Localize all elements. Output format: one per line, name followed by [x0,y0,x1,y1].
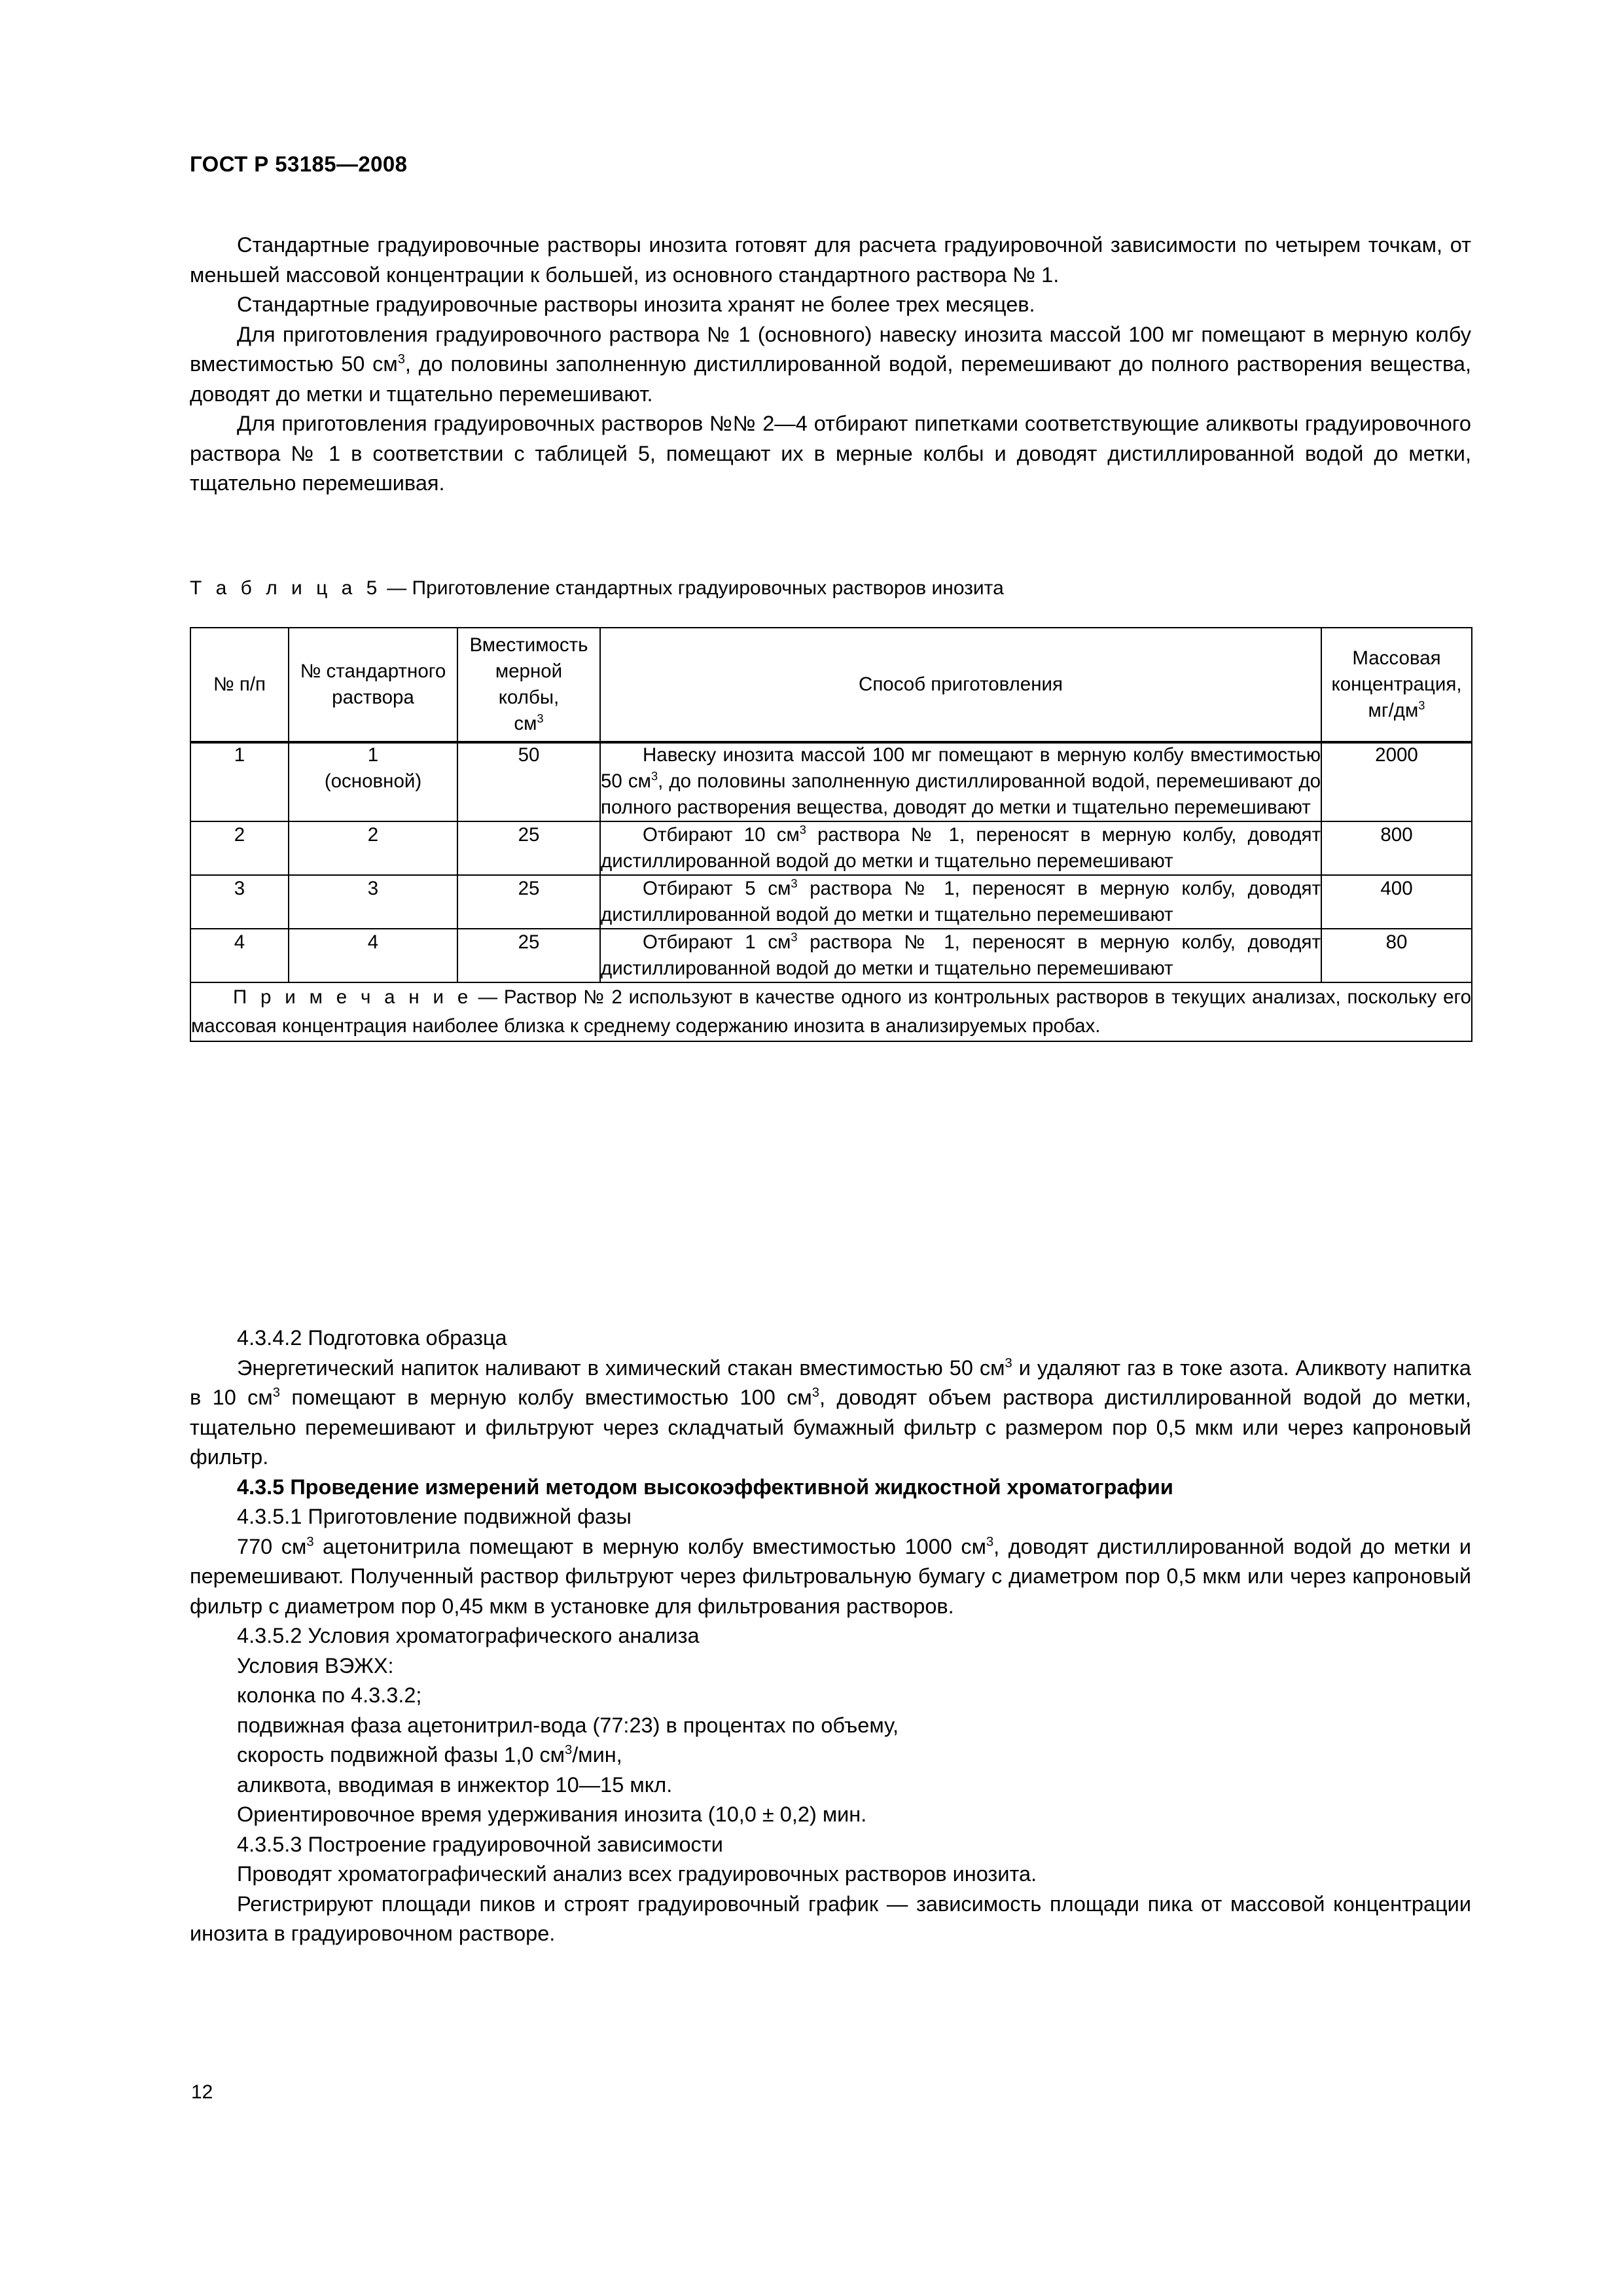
heading-4-3-4-2: 4.3.4.2 Подготовка образца [237,1326,507,1350]
col3-line3: см [514,713,537,734]
table-row [190,742,1472,821]
col3-line2: мерной колбы, [495,660,563,708]
s4342-sup-2: 3 [272,1386,280,1401]
table-note [190,982,1472,1041]
method-text-b: раствора № 1, переносят в мерную колбу, доводят дистиллированной водой до метки и тщательно перемешивают [601,878,1321,925]
table-note-row [190,982,1472,1041]
col2-line1: № стандартного [300,660,446,682]
heading-4-3-5-1: 4.3.5.1 Приготовление подвижной фазы [237,1505,632,1528]
method-text-a: Отбирают 10 см [643,824,800,846]
note-label: П р и м е ч а н и е [233,986,472,1008]
col-header-mass-concentration [1321,628,1472,742]
s4342-sup-1: 3 [1005,1355,1012,1371]
cell-flask-capacity: 50 [457,742,600,821]
table-row [190,929,1472,982]
condition-flow-rate [190,1740,1471,1770]
cell-mass-concentration: 400 [1321,875,1472,929]
heading-4-3-5-3: 4.3.5.3 Построение градуировочной зависимости [237,1832,723,1856]
col5-line3: мг/дм [1368,700,1419,721]
table-caption [190,576,1004,601]
method-text-b: раствора № 1, переносят в мерную колбу, доводят дистиллированной водой до метки и тщательно перемешивают [601,824,1321,872]
cell-preparation-method [600,821,1321,875]
flow-rate-text-b: /мин, [572,1743,622,1767]
cell-standard-number-value: 4 [367,931,379,953]
col-header-preparation-method: Способ приготовления [600,628,1321,742]
prep1-superscript: 3 [397,352,405,367]
col-header-flask-capacity [457,628,600,742]
method-text-a: Навеску инозита массой 100 мг помещают в мерную колбу вместимостью 50 см [601,744,1321,792]
cell-flask-capacity: 25 [457,821,600,875]
cell-mass-concentration: 2000 [1321,742,1472,821]
cell-standard-number-value: 2 [367,824,379,846]
cell-mass-concentration: 800 [1321,821,1472,875]
note-text: Раствор № 2 используют в качестве одного из контрольных растворов в текущих анализах, поскольку его массовая концентрация наиболее близка к среднему содержанию инозита в анализируемых пробах. [191,986,1471,1037]
cell-preparation-method [600,742,1321,821]
col5-superscript: 3 [1418,698,1425,713]
cell-standard-number-value: 1 [367,744,379,766]
col-header-index: № п/п [190,628,289,742]
cell-standard-number [289,821,457,875]
lower-text-column [190,1323,1471,1949]
s4351-text-2: ацетонитрила помещают в мерную колбу вместимостью 1000 см [313,1534,986,1558]
running-head-standard-number: ГОСТ Р 53185—2008 [190,152,408,176]
flow-rate-text-a: скорость подвижной фазы 1,0 см [237,1743,565,1767]
condition-mobile-phase: подвижная фаза ацетонитрил-вода (77:23) в процентах по объему, [237,1713,899,1737]
s4342-text-3: помещают в мерную колбу вместимостью 100 см [279,1386,812,1409]
cell-standard-number-value: 3 [367,878,379,899]
col5-line1: Массовая [1352,647,1441,669]
table-caption-title: Приготовление стандартных градуировочных растворов инозита [412,577,1004,599]
paragraph-4-3-4-2-body [190,1354,1471,1473]
s4342-text-1: Энергетический напиток наливают в химический стакан вместимостью 50 см [237,1355,1005,1380]
conditions-intro: Условия ВЭЖХ: [237,1653,394,1677]
s4351-sup-2: 3 [986,1534,994,1549]
table-5-wrapper [190,627,1471,1042]
upper-text-column [190,230,1471,499]
paragraph-chromatographic-analysis: Проводят хроматографический анализ всех градуировочных растворов инозита. [237,1862,1037,1886]
method-superscript: 3 [791,876,798,891]
cell-standard-number [289,742,457,821]
condition-retention-time: Ориентировочное время удерживания инозита (10,0 ± 0,2) мин. [237,1803,867,1826]
col5-line2: концентрация, [1331,673,1462,695]
s4342-sup-3: 3 [812,1386,819,1401]
s4342-text-4: , доводят объем раствора дистиллированной водой до метки, тщательно перемешивают и фильтруют через складчатый бумажный фильтр с размером пор 0,5 мкм или через капроновый фильтр. [190,1386,1471,1469]
cell-flask-capacity: 25 [457,875,600,929]
col3-line1: Вместимость [469,634,588,656]
s4351-sup-1: 3 [306,1534,314,1549]
cell-index: 2 [190,821,289,875]
cell-standard-number-qualifier: (основной) [324,770,422,792]
table-row [190,875,1472,929]
flow-rate-superscript: 3 [565,1743,573,1758]
method-text-a: Отбирают 1 см [643,931,791,953]
condition-injection-aliquot: аликвота, вводимая в инжектор 10—15 мкл. [237,1772,673,1797]
condition-column: колонка по 4.3.3.2; [237,1683,422,1707]
paragraph-prepare-solutions-2-4: Для приготовления градуировочных растворов №№ 2—4 отбирают пипетками соответствующие аликвоты градуировочного раствора № 1 в соответствии с таблицей 5, помещают их в мерные колбы и доводят дистиллированной водой до метки, тщательно перемешивая. [190,412,1471,495]
paragraph-storage-period: Стандартные градуировочные растворы инозита хранят не более трех месяцев. [237,293,1035,316]
paragraph-prepare-solution-1 [190,320,1471,410]
cell-standard-number [289,929,457,982]
s4351-text-3: , доводят дистиллированной водой до метки и перемешивают. Полученный раствор фильтруют через фильтровальную бумагу с диаметром пор 0,5 мкм или через капроновый фильтр с диаметром пор 0,45 мкм в установке для фильтрования растворов. [190,1534,1471,1618]
table-caption-label: Т а б л и ц а 5 [190,577,382,599]
method-text-a: Отбирают 5 см [643,878,791,899]
table-header-row [190,628,1472,742]
prep1-text-a: Для приготовления градуировочного раствора № 1 (основного) навеску инозита массой 100 мг помещают в мерную колбу вместимостью 50 см [190,322,1471,376]
page-number: 12 [191,2081,213,2103]
col3-superscript: 3 [537,711,544,726]
s4342-text-2: и удаляют газ в токе азота. Аликвоту напитка в 10 см [190,1355,1472,1409]
method-superscript: 3 [651,769,658,783]
col-header-standard-solution-number [289,628,457,742]
table-head [190,628,1472,742]
method-superscript: 3 [791,930,798,944]
prep1-text-b: , до половины заполненную дистиллированной водой, перемешивают до полного растворения вещества, доводят до метки и тщательно перемешивают. [190,352,1471,406]
method-superscript: 3 [799,823,806,837]
paragraph-standard-solutions-prepared: Стандартные градуировочные растворы инозита готовят для расчета градуировочной зависимости по четырем точкам, от меньшей массовой концентрации к большей, из основного стандартного раствора № 1. [190,233,1471,287]
method-text-b: , до половины заполненную дистиллированной водой, перемешивают до полного растворения вещества, доводят до метки и тщательно перемешивают [601,770,1321,818]
cell-index: 1 [190,742,289,821]
paragraph-peak-areas-calibration-graph: Регистрируют площади пиков и строят градуировочный график — зависимость площади пика от массовой концентрации инозита в градуировочном растворе. [190,1892,1471,1945]
note-dash: — [471,986,504,1008]
method-text-b: раствора № 1, переносят в мерную колбу, доводят дистиллированной водой до метки и тщательно перемешивают [601,931,1321,979]
heading-4-3-5: 4.3.5 Проведение измерений методом высокоэффективной жидкостной хроматографии [237,1475,1173,1499]
col2-line2: раствора [332,687,414,708]
s4351-text-1: 770 см [237,1534,307,1558]
cell-index: 3 [190,875,289,929]
paragraph-4-3-5-1-body [190,1532,1471,1622]
cell-flask-capacity: 25 [457,929,600,982]
table-caption-dash: — [381,577,412,599]
table-body [190,742,1472,1041]
heading-4-3-5-2: 4.3.5.2 Условия хроматографического анализа [237,1624,700,1647]
table-5-calibration-solutions [190,627,1472,1042]
cell-preparation-method [600,929,1321,982]
cell-preparation-method [600,875,1321,929]
cell-mass-concentration: 80 [1321,929,1472,982]
cell-index: 4 [190,929,289,982]
cell-standard-number [289,875,457,929]
table-row [190,821,1472,875]
